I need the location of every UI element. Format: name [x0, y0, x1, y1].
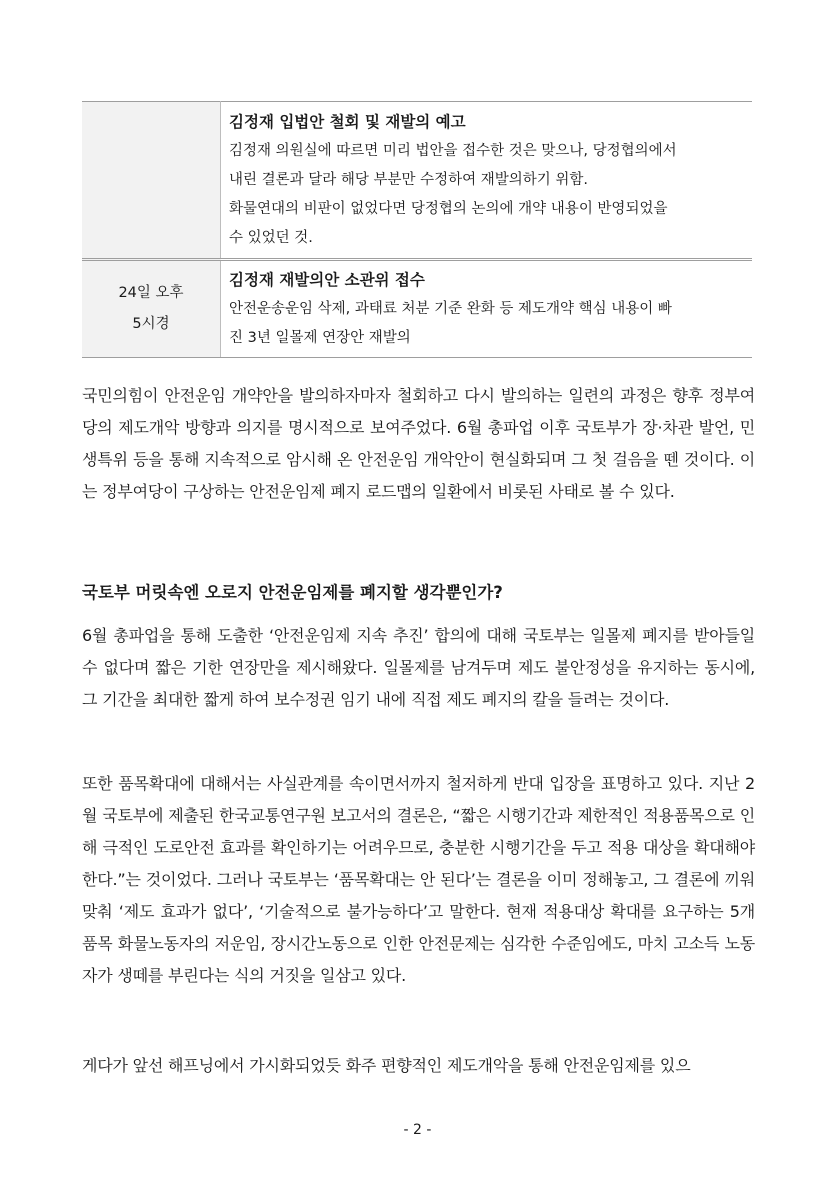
event-title: 김정재 입법안 철회 및 재발의 예고	[229, 112, 466, 131]
timeline-desc-cell	[221, 102, 753, 260]
event-line: 화물연대의 비판이 없었다면 당정협의 논의에 개약 내용이 반영되었을	[229, 200, 668, 217]
body-paragraph: 게다가 앞선 해프닝에서 가시화되었듯 화주 편향적인 제도개악을 통해 안전운임제를 있으	[82, 1056, 691, 1075]
page-number: - 2 -	[403, 1122, 432, 1138]
event-line: 진 3년 일몰제 연장안 재발의	[229, 329, 411, 346]
time-label: 24일 오후	[118, 285, 184, 301]
section-heading: 국토부 머릿속엔 오로지 안전운임제를 폐지할 생각뿐인가?	[82, 583, 503, 602]
timeline-row	[82, 102, 752, 260]
body-paragraph: 6월 총파업을 통해 도출한 ‘안전운임제 지속 추진’ 합의에 대해 국토부는 일몰제 폐지를 받아들일 수 없다며 짧은 기한 연장만을 제시해왔다. 일몰제를 남겨두며 제도 불안정성을 유지하는 동시에, 그 기간을 최대한 짧게 하여 보수정권 임기 내에 직접 제도 폐지의 칼을 들려는 것이다.	[82, 626, 755, 709]
event-line: 내린 결론과 달라 해당 부분만 수정하여 재발의하기 위함.	[229, 171, 589, 188]
timeline-row	[82, 260, 752, 358]
timeline-time-cell	[82, 102, 221, 260]
event-line: 수 있었던 것.	[229, 229, 313, 246]
timeline-desc-cell	[221, 260, 753, 358]
body-paragraph: 국민의힘이 안전운임 개약안을 발의하자마자 철회하고 다시 발의하는 일련의 과정은 향후 정부여당의 제도개악 방향과 의지를 명시적으로 보여주었다. 6월 총파업 이후 국토부가 장·차관 발언, 민생특위 등을 통해 지속적으로 암시해 온 안전운임 개악안이 현실화되며 그 첫 걸음을 뗀 것이다. 이는 정부여당이 구상하는 안전운임제 폐지 로드맵의 일환에서 비롯된 사태로 볼 수 있다.	[82, 386, 755, 501]
event-title: 김정재 재발의안 소관위 접수	[229, 270, 425, 289]
time-label: 5시경	[132, 316, 170, 332]
event-line: 김정재 의원실에 따르면 미리 법안을 접수한 것은 맞으나, 당정협의에서	[229, 142, 677, 159]
timeline-time-cell	[82, 260, 221, 358]
event-line: 안전운송운임 삭제, 과태료 처분 기준 완화 등 제도개약 핵심 내용이 빠	[229, 300, 672, 317]
timeline-table	[82, 101, 752, 358]
body-paragraph: 또한 품목확대에 대해서는 사실관계를 속이면서까지 철저하게 반대 입장을 표명하고 있다. 지난 2월 국토부에 제출된 한국교통연구원 보고서의 결론은, “짧은 시행기간과 제한적인 적용품목으로 인해 극적인 도로안전 효과를 확인하기는 어려우므로, 충분한 시행기간을 두고 적용 대상을 확대해야 한다.”는 것이었다. 그러나 국토부는 ‘품목확대는 안 된다’는 결론을 이미 정해놓고, 그 결론에 끼워 맞춰 ‘제도 효과가 없다’, ‘기술적으로 불가능하다’고 말한다. 현재 적용대상 확대를 요구하는 5개 품목 화물노동자의 저운임, 장시간노동으로 인한 안전문제는 심각한 수준임에도, 마치 고소득 노동자가 생떼를 부린다는 식의 거짓을 일삼고 있다.	[82, 774, 755, 985]
